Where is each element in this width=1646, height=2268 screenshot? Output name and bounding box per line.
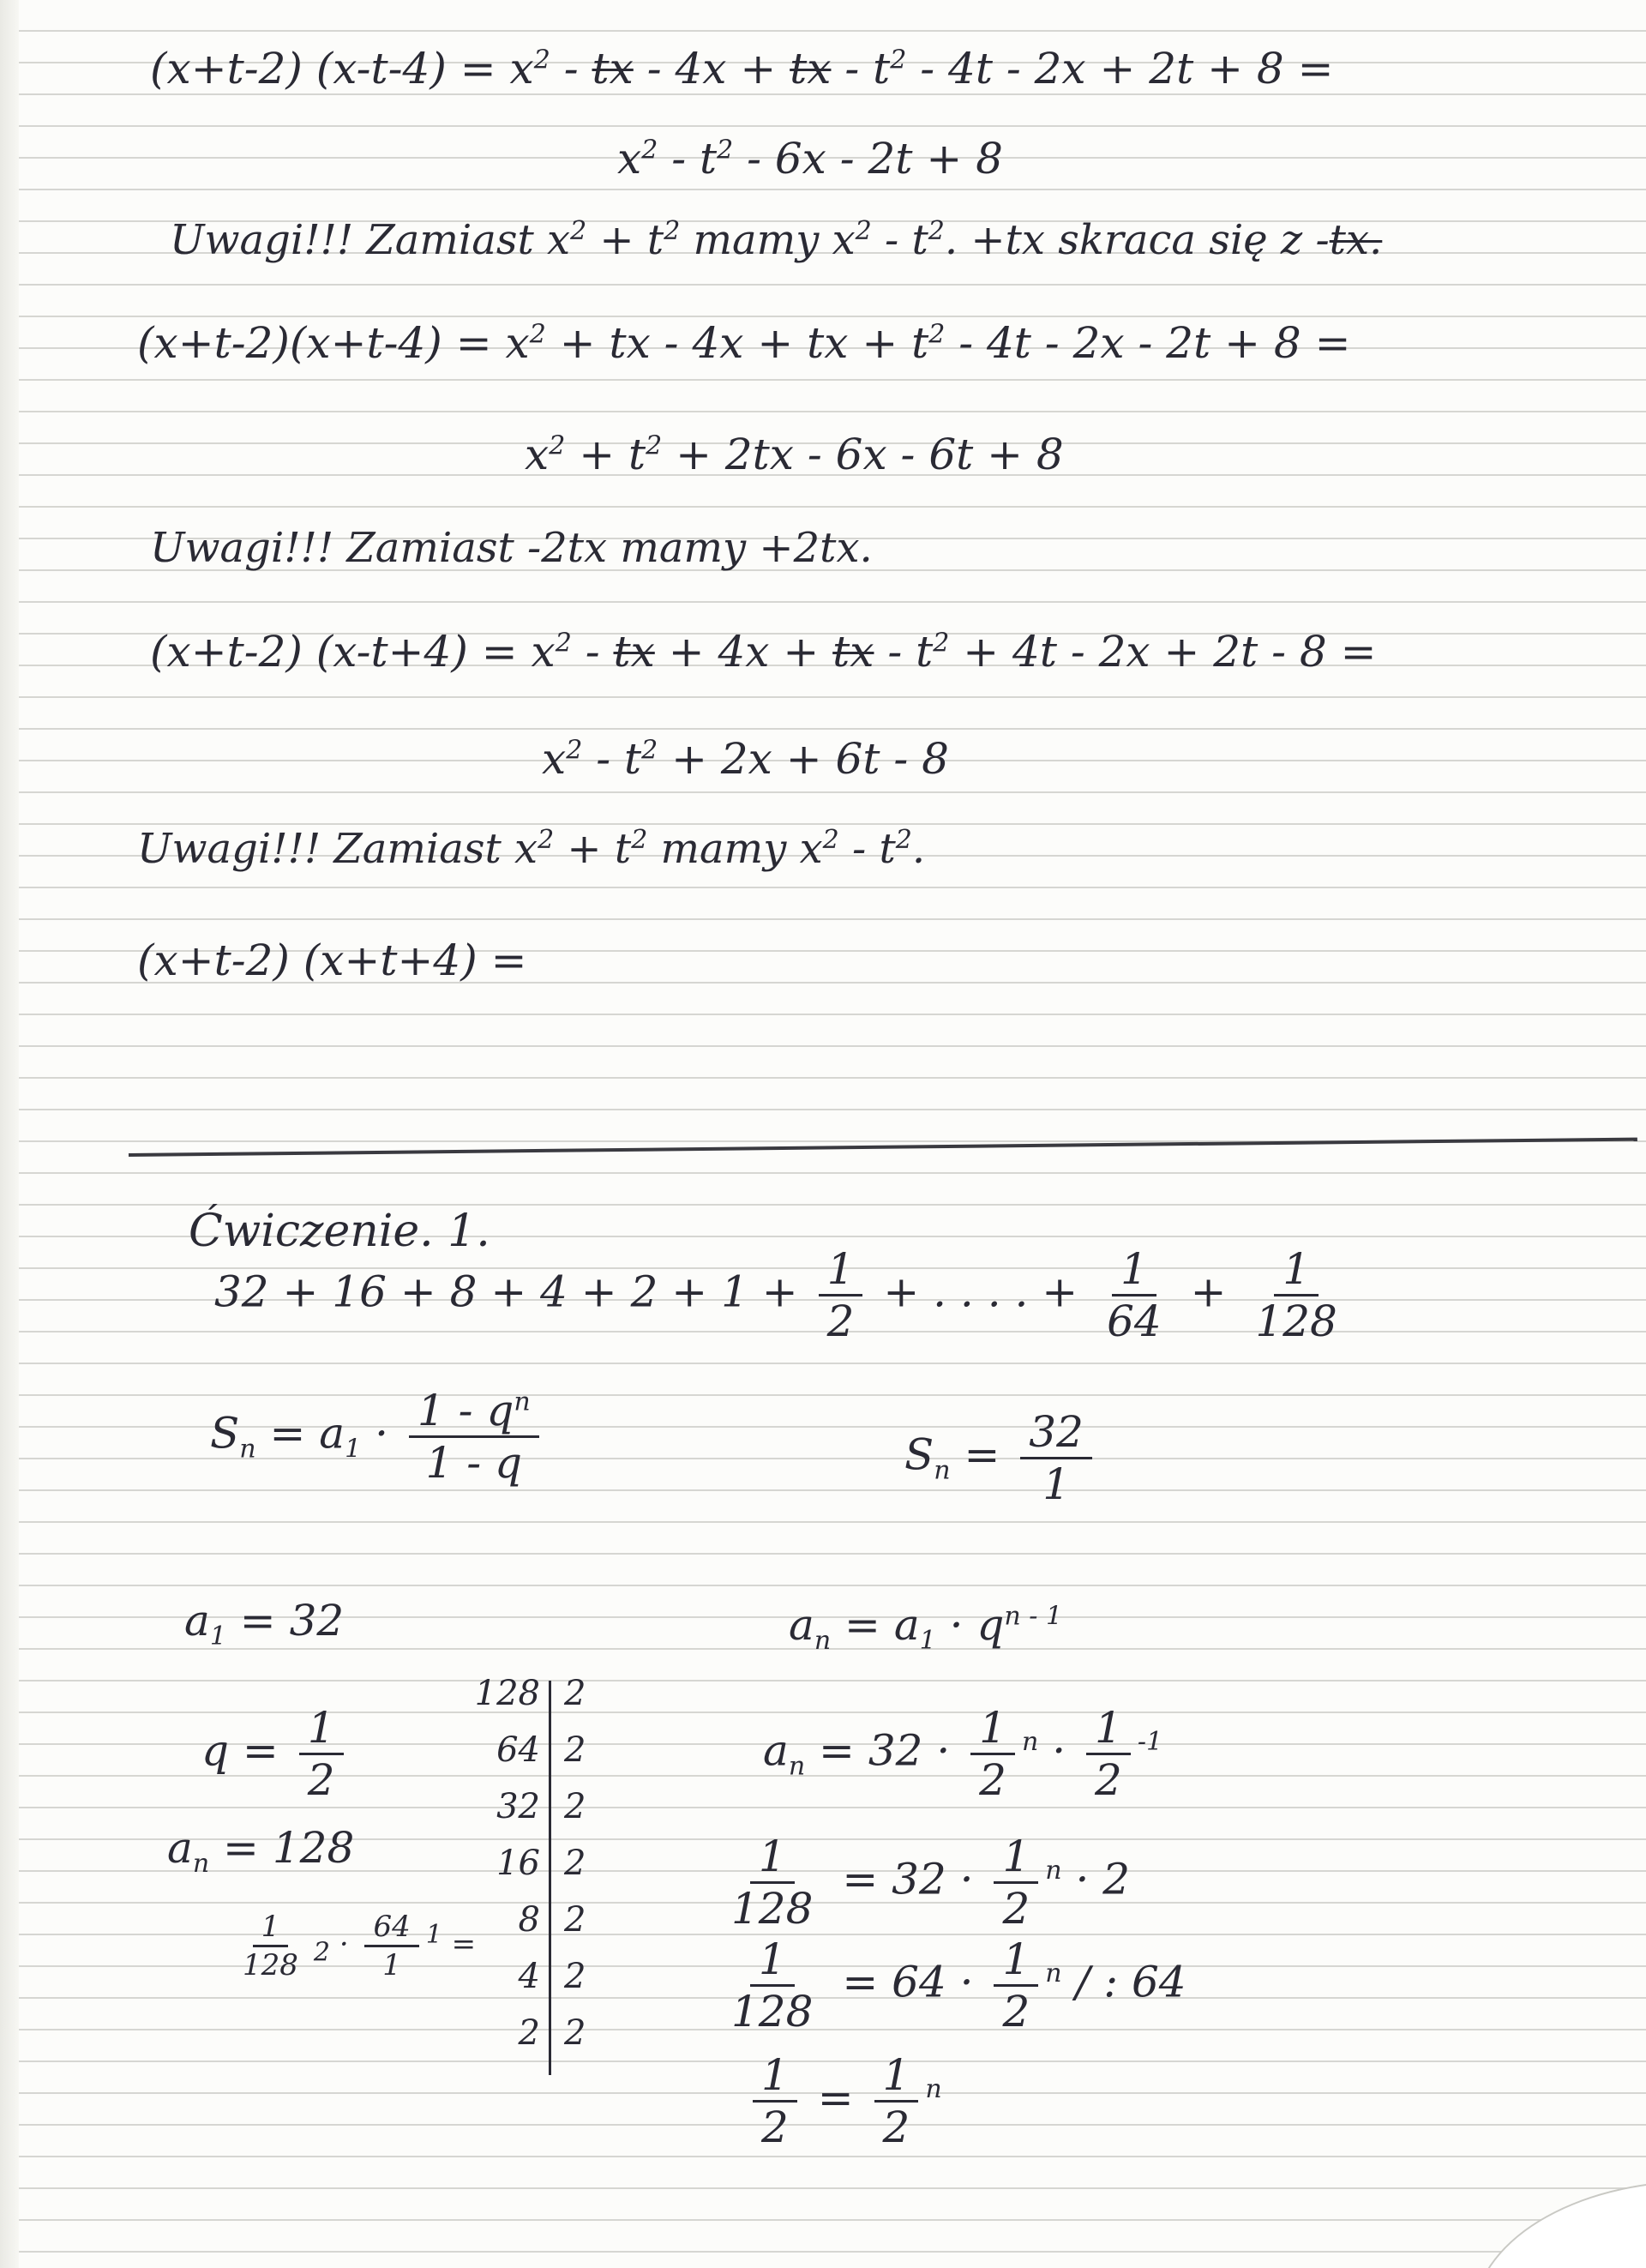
factorization-divisor: 2: [564, 1787, 586, 1826]
sum-value-fraction: $\frac{32}{1}$: [1020, 1411, 1092, 1506]
factorization-row: [454, 1844, 616, 1883]
general-term-substituted: $a_n = 32$ · $\frac{1}{2}$ $^n$ · $\frac{1}{2}$ $^{-1}$: [763, 1703, 1163, 1805]
section-divider: [129, 1138, 1637, 1157]
half-fraction-a: $\frac{1}{2}$: [970, 1706, 1015, 1802]
exercise-heading: Ćwiczenie. 1.: [189, 1206, 490, 1257]
factorization-divisor: 2: [564, 2013, 586, 2053]
half-fraction-b: $\frac{1}{2}$: [1086, 1706, 1131, 1802]
expansion-line-4: (x+t-2) (x+t+4) =: [137, 935, 527, 985]
equation-step-2: $\frac{1}{128}$ = 64 · $\frac{1}{2}$ $^n$ / : 64: [716, 1938, 1186, 2033]
series-line: 32 + 16 + 8 + 4 + 2 + 1 + $\frac{1}{2}$ + . . . . + $\frac{1}{64}$ + $\frac{1}{128}$: [214, 1248, 1353, 1343]
expansion-line-3: (x+t-2) $(x-t+4) = x^2$ - tx + 4x + tx - $t^2 + 4t - 2x + 2t - 8$ =: [150, 627, 1377, 677]
sum-value: $S_n$ = $\frac{32}{1}$: [904, 1411, 1099, 1506]
half-fraction-f: $\frac{1}{2}$: [874, 2054, 919, 2149]
note-1: Uwagi!!! Zamiast $x^2 + t^2$ mamy $x^2 - t^2$. +tx skraca się z -tx.: [170, 216, 1383, 264]
last-term: $a_n = 128$: [167, 1823, 355, 1879]
half-fraction-e: $\frac{1}{2}$: [753, 2054, 797, 2149]
scratch-fraction-b: $\frac{64}{1}$: [364, 1912, 418, 1980]
equation-step-1: $\frac{1}{128}$ = 32 · $\frac{1}{2}$ $^n$ · 2: [716, 1835, 1130, 1930]
fraction-one-half: $\frac{1}{2}$: [819, 1248, 863, 1343]
factorization-row: [454, 1959, 616, 1994]
factorization-divisor: 2: [564, 1674, 586, 1713]
one-128-fraction-b: $\frac{1}{128}$: [731, 1934, 814, 2036]
expansion-result-3: $x^2 - t^2 + 2x + 6t - 8$: [542, 734, 949, 784]
half-fraction-d: $\frac{1}{2}$: [994, 1938, 1038, 2033]
factorization-row: [454, 1676, 616, 1711]
factorization-divisor: 2: [564, 1957, 586, 1996]
expansion-result-2: $x^2 + t^2 + 2tx - 6x - 6t + 8$: [525, 430, 1064, 479]
expansion-line-1: (x+t-2) $(x-t-4) = x^2$ - tx - 4x + tx - $t^2 - 4t - 2x + 2t + 8$ =: [150, 44, 1334, 93]
factorization-divisor: 2: [564, 1844, 586, 1883]
note-3: Uwagi!!! Zamiast $x^2 + t^2$ mamy $x^2 - t^2$.: [137, 825, 926, 873]
expansion-result-1: $x^2 - t^2 - 6x - 2t + 8$: [617, 134, 1003, 183]
fraction-one-64: $\frac{1}{64}$: [1107, 1244, 1162, 1346]
general-term-formula: $a_n = a_1 \cdot q^{n - 1}$: [789, 1600, 1063, 1656]
factorization-row: [454, 1787, 616, 1826]
factorization-row: [454, 2013, 616, 2053]
one-128-fraction-a: $\frac{1}{128}$: [731, 1832, 814, 1934]
factorization-divisor: 2: [564, 1900, 586, 1940]
factorization-table: [454, 1676, 616, 2072]
half-fraction-c: $\frac{1}{2}$: [994, 1835, 1038, 1930]
ratio-fraction: $\frac{1}{2}$: [299, 1706, 344, 1802]
common-ratio: q = $\frac{1}{2}$: [201, 1706, 351, 1802]
factorization-value: 64: [496, 1730, 540, 1770]
paper-left-edge: [0, 0, 19, 2268]
factorization-value: 32: [496, 1787, 540, 1826]
fraction-one-128: $\frac{1}{128}$: [1255, 1244, 1337, 1346]
note-2: Uwagi!!! Zamiast -2tx mamy +2tx.: [150, 524, 873, 572]
factorization-divisor: 2: [564, 1730, 586, 1770]
factorization-row: [454, 1730, 616, 1770]
factorization-value: 128: [474, 1674, 540, 1713]
factorization-value: 16: [496, 1844, 540, 1883]
factorization-value: 2: [518, 2013, 540, 2053]
factorization-value: 4: [518, 1957, 540, 1996]
equation-step-3: $\frac{1}{2}$ = $\frac{1}{2}$ $^n$: [746, 2054, 942, 2149]
factorization-row: [454, 1900, 616, 1940]
scratch-work: $\frac{1}{128}$ $_2$ · $\frac{64}{1}$ $^1$ =: [227, 1912, 476, 1980]
paper-corner-curl: [1473, 2181, 1646, 2268]
factorization-value: 8: [518, 1900, 540, 1940]
scratch-fraction-a: $\frac{1}{128}$: [243, 1910, 298, 1982]
sum-formula-fraction: $\frac{1 - q^n}{1 - q}$: [409, 1389, 539, 1484]
sum-formula: $S_n = a_1$ · $\frac{1 - q^n}{1 - q}$: [210, 1389, 546, 1484]
first-term: $a_1 = 32$: [184, 1596, 345, 1651]
expansion-line-2: $(x+t-2)(x+t-4) = x^2$ + tx - 4x + tx + $t^2 - 4t - 2x - 2t + 8$ =: [137, 318, 1351, 368]
